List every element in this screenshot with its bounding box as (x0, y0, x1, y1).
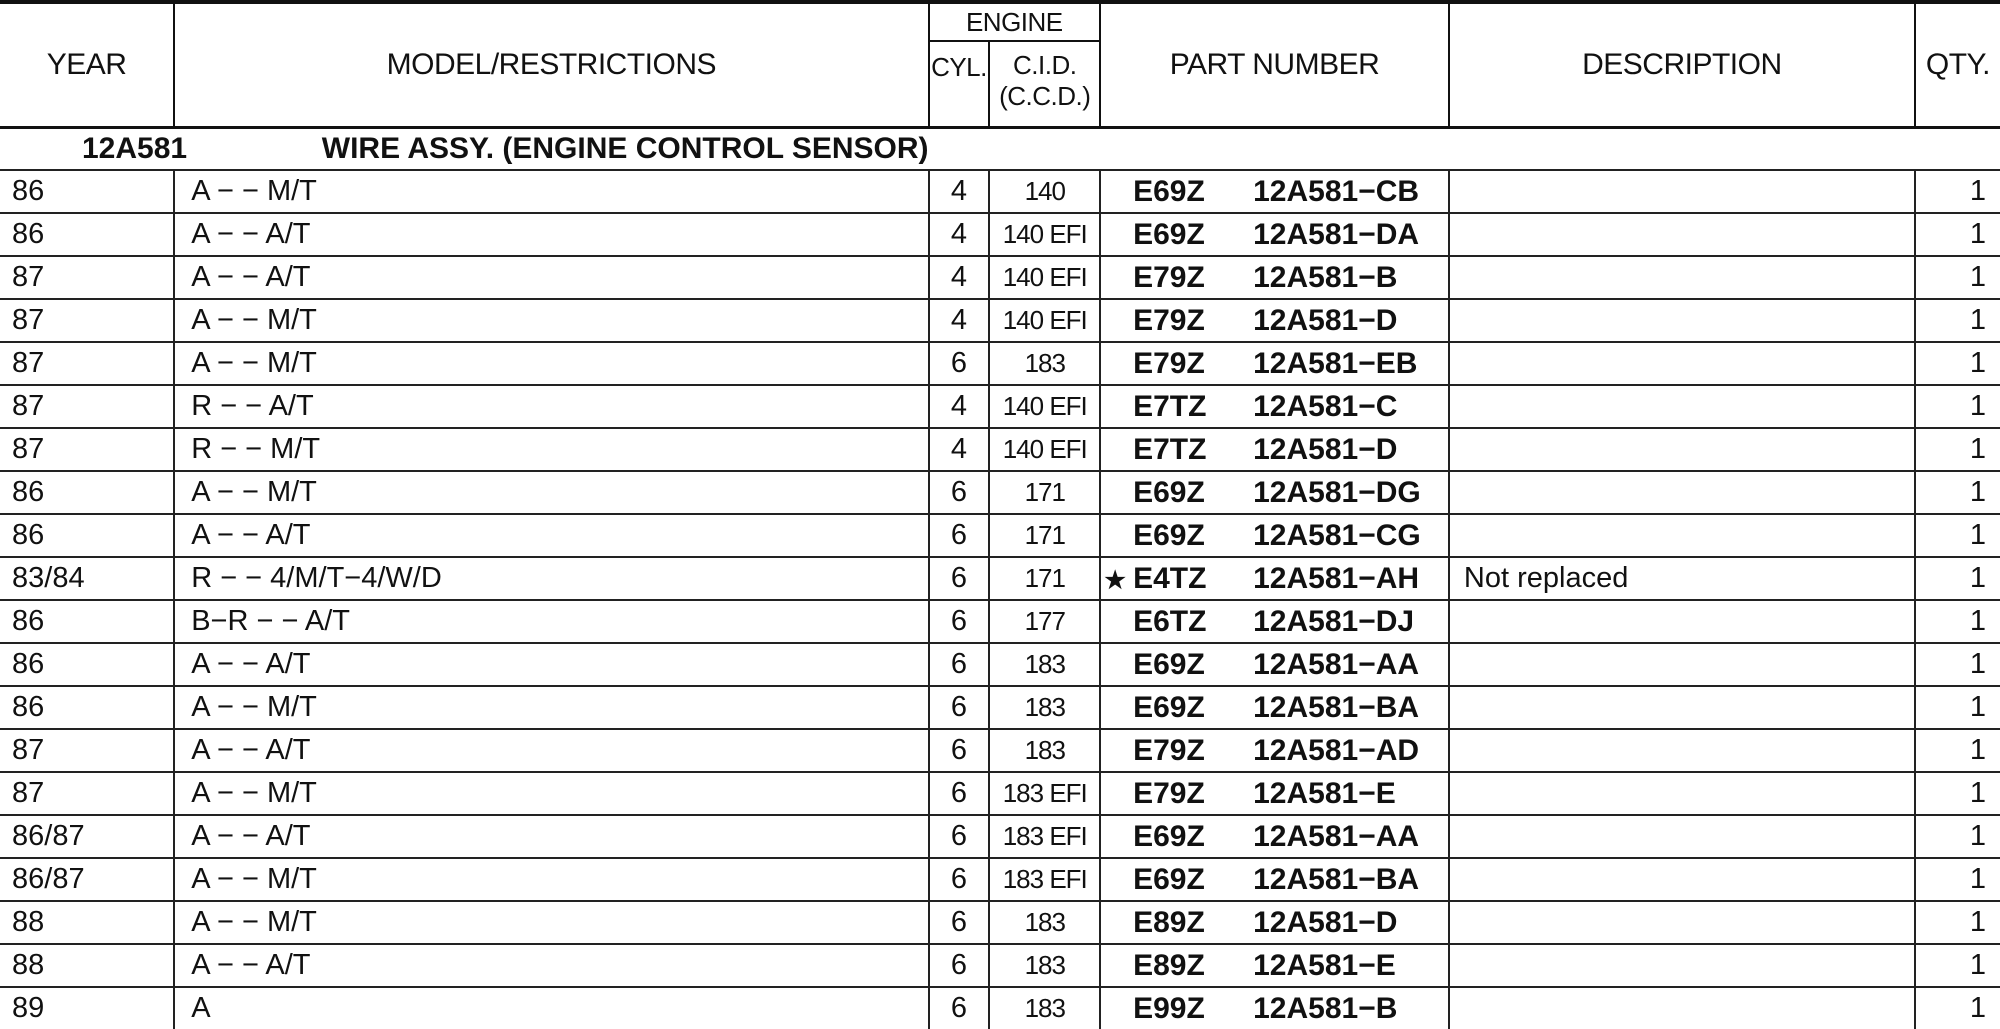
model-cell: A − − M/T (174, 686, 928, 729)
cyl-cell: 4 (929, 213, 990, 256)
year-cell: 87 (0, 772, 174, 815)
year-cell: 83/84 (0, 557, 174, 600)
cid-cell: 171 (989, 557, 1100, 600)
part-prefix: E7TZ (1133, 432, 1207, 466)
part-number-cell (1100, 600, 1449, 643)
part-number-cell (1100, 686, 1449, 729)
qty-cell: 1 (1915, 858, 2000, 901)
part-prefix: E4TZ (1133, 561, 1207, 595)
cid-cell: 140 EFI (989, 299, 1100, 342)
col-header-engine: ENGINE (929, 4, 1101, 41)
table-row (0, 428, 2000, 471)
col-header-part-number: PART NUMBER (1100, 4, 1449, 126)
part-prefix: E69Z (1133, 690, 1205, 724)
cid-cell: 171 (989, 471, 1100, 514)
model-cell: A − − M/T (174, 772, 928, 815)
table-row (0, 471, 2000, 514)
table-row (0, 600, 2000, 643)
year-cell: 87 (0, 385, 174, 428)
part-number: 12A581−BA (1253, 862, 1420, 896)
part-number: 12A581−C (1253, 389, 1398, 423)
year-cell: 86/87 (0, 815, 174, 858)
part-number-cell (1100, 170, 1449, 213)
part-number: 12A581−EB (1253, 346, 1418, 380)
year-cell: 86 (0, 471, 174, 514)
model-cell: R − − 4/M/T−4/W/D (174, 557, 928, 600)
part-number: 12A581−D (1253, 303, 1398, 337)
description-cell (1449, 514, 1915, 557)
part-number-cell (1100, 729, 1449, 772)
year-cell: 89 (0, 987, 174, 1029)
model-cell: R − − M/T (174, 428, 928, 471)
qty-cell: 1 (1915, 987, 2000, 1029)
qty-cell: 1 (1915, 557, 2000, 600)
description-cell (1449, 600, 1915, 643)
description-cell (1449, 256, 1915, 299)
cyl-cell: 6 (929, 342, 990, 385)
cid-cell: 183 (989, 729, 1100, 772)
part-number: 12A581−DG (1253, 475, 1421, 509)
part-number-cell (1100, 944, 1449, 987)
year-cell: 87 (0, 428, 174, 471)
description-cell (1449, 342, 1915, 385)
description-cell (1449, 385, 1915, 428)
part-prefix: E99Z (1133, 991, 1205, 1025)
part-number: 12A581−BA (1253, 690, 1420, 724)
cyl-cell: 6 (929, 815, 990, 858)
qty-cell: 1 (1915, 772, 2000, 815)
model-cell: A − − A/T (174, 256, 928, 299)
table-row (0, 772, 2000, 815)
part-prefix: E7TZ (1133, 389, 1207, 423)
part-prefix: E89Z (1133, 905, 1205, 939)
part-prefix: E79Z (1133, 733, 1205, 767)
col-header-year: YEAR (0, 4, 174, 126)
description-cell (1449, 213, 1915, 256)
year-cell: 87 (0, 299, 174, 342)
cid-cell: 183 (989, 987, 1100, 1029)
cyl-cell: 4 (929, 170, 990, 213)
cyl-cell: 6 (929, 471, 990, 514)
qty-cell: 1 (1915, 471, 2000, 514)
section-title: WIRE ASSY. (ENGINE CONTROL SENSOR) (321, 132, 929, 165)
cyl-cell: 6 (929, 772, 990, 815)
cyl-cell: 4 (929, 299, 990, 342)
part-number-cell (1100, 213, 1449, 256)
table-row (0, 256, 2000, 299)
table-row (0, 729, 2000, 772)
col-header-model: MODEL/RESTRICTIONS (174, 4, 928, 126)
model-cell: A − − A/T (174, 815, 928, 858)
qty-cell: 1 (1915, 643, 2000, 686)
part-number-cell (1100, 256, 1449, 299)
year-cell: 87 (0, 256, 174, 299)
table-row (0, 944, 2000, 987)
model-cell: A − − A/T (174, 514, 928, 557)
qty-cell: 1 (1915, 342, 2000, 385)
cid-cell: 171 (989, 514, 1100, 557)
col-header-ccd-label: (C.C.D.) (999, 81, 1091, 111)
cid-cell: 183 (989, 686, 1100, 729)
col-header-description: DESCRIPTION (1449, 4, 1915, 126)
model-cell: R − − A/T (174, 385, 928, 428)
part-number: 12A581−B (1253, 991, 1398, 1025)
part-number-cell (1100, 428, 1449, 471)
cyl-cell: 4 (929, 428, 990, 471)
cyl-cell: 4 (929, 256, 990, 299)
qty-cell: 1 (1915, 944, 2000, 987)
col-header-cid (989, 41, 1100, 126)
qty-cell: 1 (1915, 686, 2000, 729)
model-cell: A − − M/T (174, 299, 928, 342)
cid-cell: 140 EFI (989, 385, 1100, 428)
year-cell: 87 (0, 729, 174, 772)
col-header-cyl: CYL. (929, 41, 990, 126)
cyl-cell: 6 (929, 901, 990, 944)
col-header-cid-label: C.I.D. (1013, 50, 1077, 80)
qty-cell: 1 (1915, 600, 2000, 643)
model-cell: A − − A/T (174, 643, 928, 686)
cid-cell: 183 (989, 944, 1100, 987)
year-cell: 87 (0, 342, 174, 385)
part-number-cell (1100, 858, 1449, 901)
section-heading (0, 128, 2000, 171)
cid-cell: 140 EFI (989, 428, 1100, 471)
part-number-cell (1100, 514, 1449, 557)
part-number-cell (1100, 385, 1449, 428)
table-row (0, 299, 2000, 342)
part-prefix: E79Z (1133, 260, 1205, 294)
year-cell: 86 (0, 643, 174, 686)
description-cell (1449, 299, 1915, 342)
part-prefix: E79Z (1133, 303, 1205, 337)
qty-cell: 1 (1915, 729, 2000, 772)
description-cell: Not replaced (1449, 557, 1915, 600)
cyl-cell: 6 (929, 643, 990, 686)
model-cell: A (174, 987, 928, 1029)
part-number-cell (1100, 772, 1449, 815)
model-cell: A − − M/T (174, 471, 928, 514)
cyl-cell: 6 (929, 686, 990, 729)
model-cell: A − − M/T (174, 858, 928, 901)
part-number: 12A581−AA (1253, 647, 1420, 681)
cyl-cell: 6 (929, 729, 990, 772)
table-row (0, 901, 2000, 944)
col-header-qty: QTY. (1925, 48, 1990, 81)
part-number: 12A581−DA (1253, 217, 1420, 251)
part-number-cell (1100, 643, 1449, 686)
part-prefix: E69Z (1133, 518, 1205, 552)
part-prefix: E69Z (1133, 217, 1205, 251)
cid-cell: 183 (989, 342, 1100, 385)
description-cell (1449, 428, 1915, 471)
table-row (0, 213, 2000, 256)
table-row (0, 170, 2000, 213)
part-number-cell (1100, 471, 1449, 514)
qty-cell: 1 (1915, 514, 2000, 557)
part-prefix: E69Z (1133, 647, 1205, 681)
part-number-cell (1100, 901, 1449, 944)
part-number: 12A581−AH (1253, 561, 1420, 595)
part-prefix: E69Z (1133, 862, 1205, 896)
qty-cell: 1 (1915, 901, 2000, 944)
part-number-cell (1100, 299, 1449, 342)
part-prefix: E69Z (1133, 174, 1205, 208)
part-number: 12A581−AD (1253, 733, 1420, 767)
description-cell (1449, 944, 1915, 987)
table-row (0, 514, 2000, 557)
model-cell: A − − A/T (174, 944, 928, 987)
model-cell: B−R − − A/T (174, 600, 928, 643)
model-cell: A − − M/T (174, 170, 928, 213)
qty-cell: 1 (1915, 385, 2000, 428)
table-row (0, 643, 2000, 686)
cid-cell: 140 EFI (989, 213, 1100, 256)
year-cell: 86 (0, 213, 174, 256)
star-icon: ★ (1104, 566, 1126, 594)
table-row (0, 385, 2000, 428)
part-prefix: E79Z (1133, 346, 1205, 380)
description-cell (1449, 901, 1915, 944)
description-cell (1449, 987, 1915, 1029)
description-cell (1449, 815, 1915, 858)
model-cell: A − − A/T (174, 729, 928, 772)
table-row (0, 815, 2000, 858)
cyl-cell: 6 (929, 600, 990, 643)
table-row (0, 557, 2000, 600)
qty-cell: 1 (1915, 213, 2000, 256)
cid-cell: 183 EFI (989, 772, 1100, 815)
cyl-cell: 6 (929, 944, 990, 987)
part-prefix: E69Z (1133, 819, 1205, 853)
part-number-cell (1100, 342, 1449, 385)
table-row (0, 342, 2000, 385)
cid-cell: 140 EFI (989, 256, 1100, 299)
parts-table (0, 4, 2000, 1029)
section-code: 12A581 (82, 132, 188, 165)
model-cell: A − − A/T (174, 213, 928, 256)
part-number: 12A581−E (1253, 776, 1396, 810)
part-number-cell (1100, 557, 1449, 600)
description-cell (1449, 170, 1915, 213)
cid-cell: 183 (989, 901, 1100, 944)
qty-cell: 1 (1915, 256, 2000, 299)
part-prefix: E6TZ (1133, 604, 1207, 638)
year-cell: 88 (0, 901, 174, 944)
part-number: 12A581−D (1253, 432, 1398, 466)
cid-cell: 183 EFI (989, 815, 1100, 858)
part-prefix: E79Z (1133, 776, 1205, 810)
year-cell: 86 (0, 170, 174, 213)
part-number: 12A581−DJ (1253, 604, 1415, 638)
table-row (0, 987, 2000, 1029)
description-cell (1449, 471, 1915, 514)
description-cell (1449, 772, 1915, 815)
cyl-cell: 6 (929, 514, 990, 557)
year-cell: 86 (0, 514, 174, 557)
year-cell: 86 (0, 686, 174, 729)
part-number: 12A581−E (1253, 948, 1396, 982)
part-number: 12A581−D (1253, 905, 1398, 939)
part-number: 12A581−CG (1253, 518, 1421, 552)
part-number-cell (1100, 815, 1449, 858)
cid-cell: 183 EFI (989, 858, 1100, 901)
part-number-cell (1100, 987, 1449, 1029)
model-cell: A − − M/T (174, 342, 928, 385)
part-number: 12A581−CB (1253, 174, 1420, 208)
qty-cell: 1 (1915, 170, 2000, 213)
part-number: 12A581−B (1253, 260, 1398, 294)
part-number: 12A581−AA (1253, 819, 1420, 853)
description-cell (1449, 858, 1915, 901)
cid-cell: 140 (989, 170, 1100, 213)
cyl-cell: 6 (929, 557, 990, 600)
qty-cell: 1 (1915, 815, 2000, 858)
cid-cell: 183 (989, 643, 1100, 686)
cyl-cell: 6 (929, 858, 990, 901)
table-row (0, 858, 2000, 901)
part-prefix: E69Z (1133, 475, 1205, 509)
cid-cell: 177 (989, 600, 1100, 643)
year-cell: 86 (0, 600, 174, 643)
year-cell: 86/87 (0, 858, 174, 901)
qty-cell: 1 (1915, 428, 2000, 471)
part-prefix: E89Z (1133, 948, 1205, 982)
description-cell (1449, 643, 1915, 686)
description-cell (1449, 686, 1915, 729)
table-row (0, 686, 2000, 729)
model-cell: A − − M/T (174, 901, 928, 944)
cyl-cell: 6 (929, 987, 990, 1029)
description-cell (1449, 729, 1915, 772)
year-cell: 88 (0, 944, 174, 987)
cyl-cell: 4 (929, 385, 990, 428)
qty-cell: 1 (1915, 299, 2000, 342)
